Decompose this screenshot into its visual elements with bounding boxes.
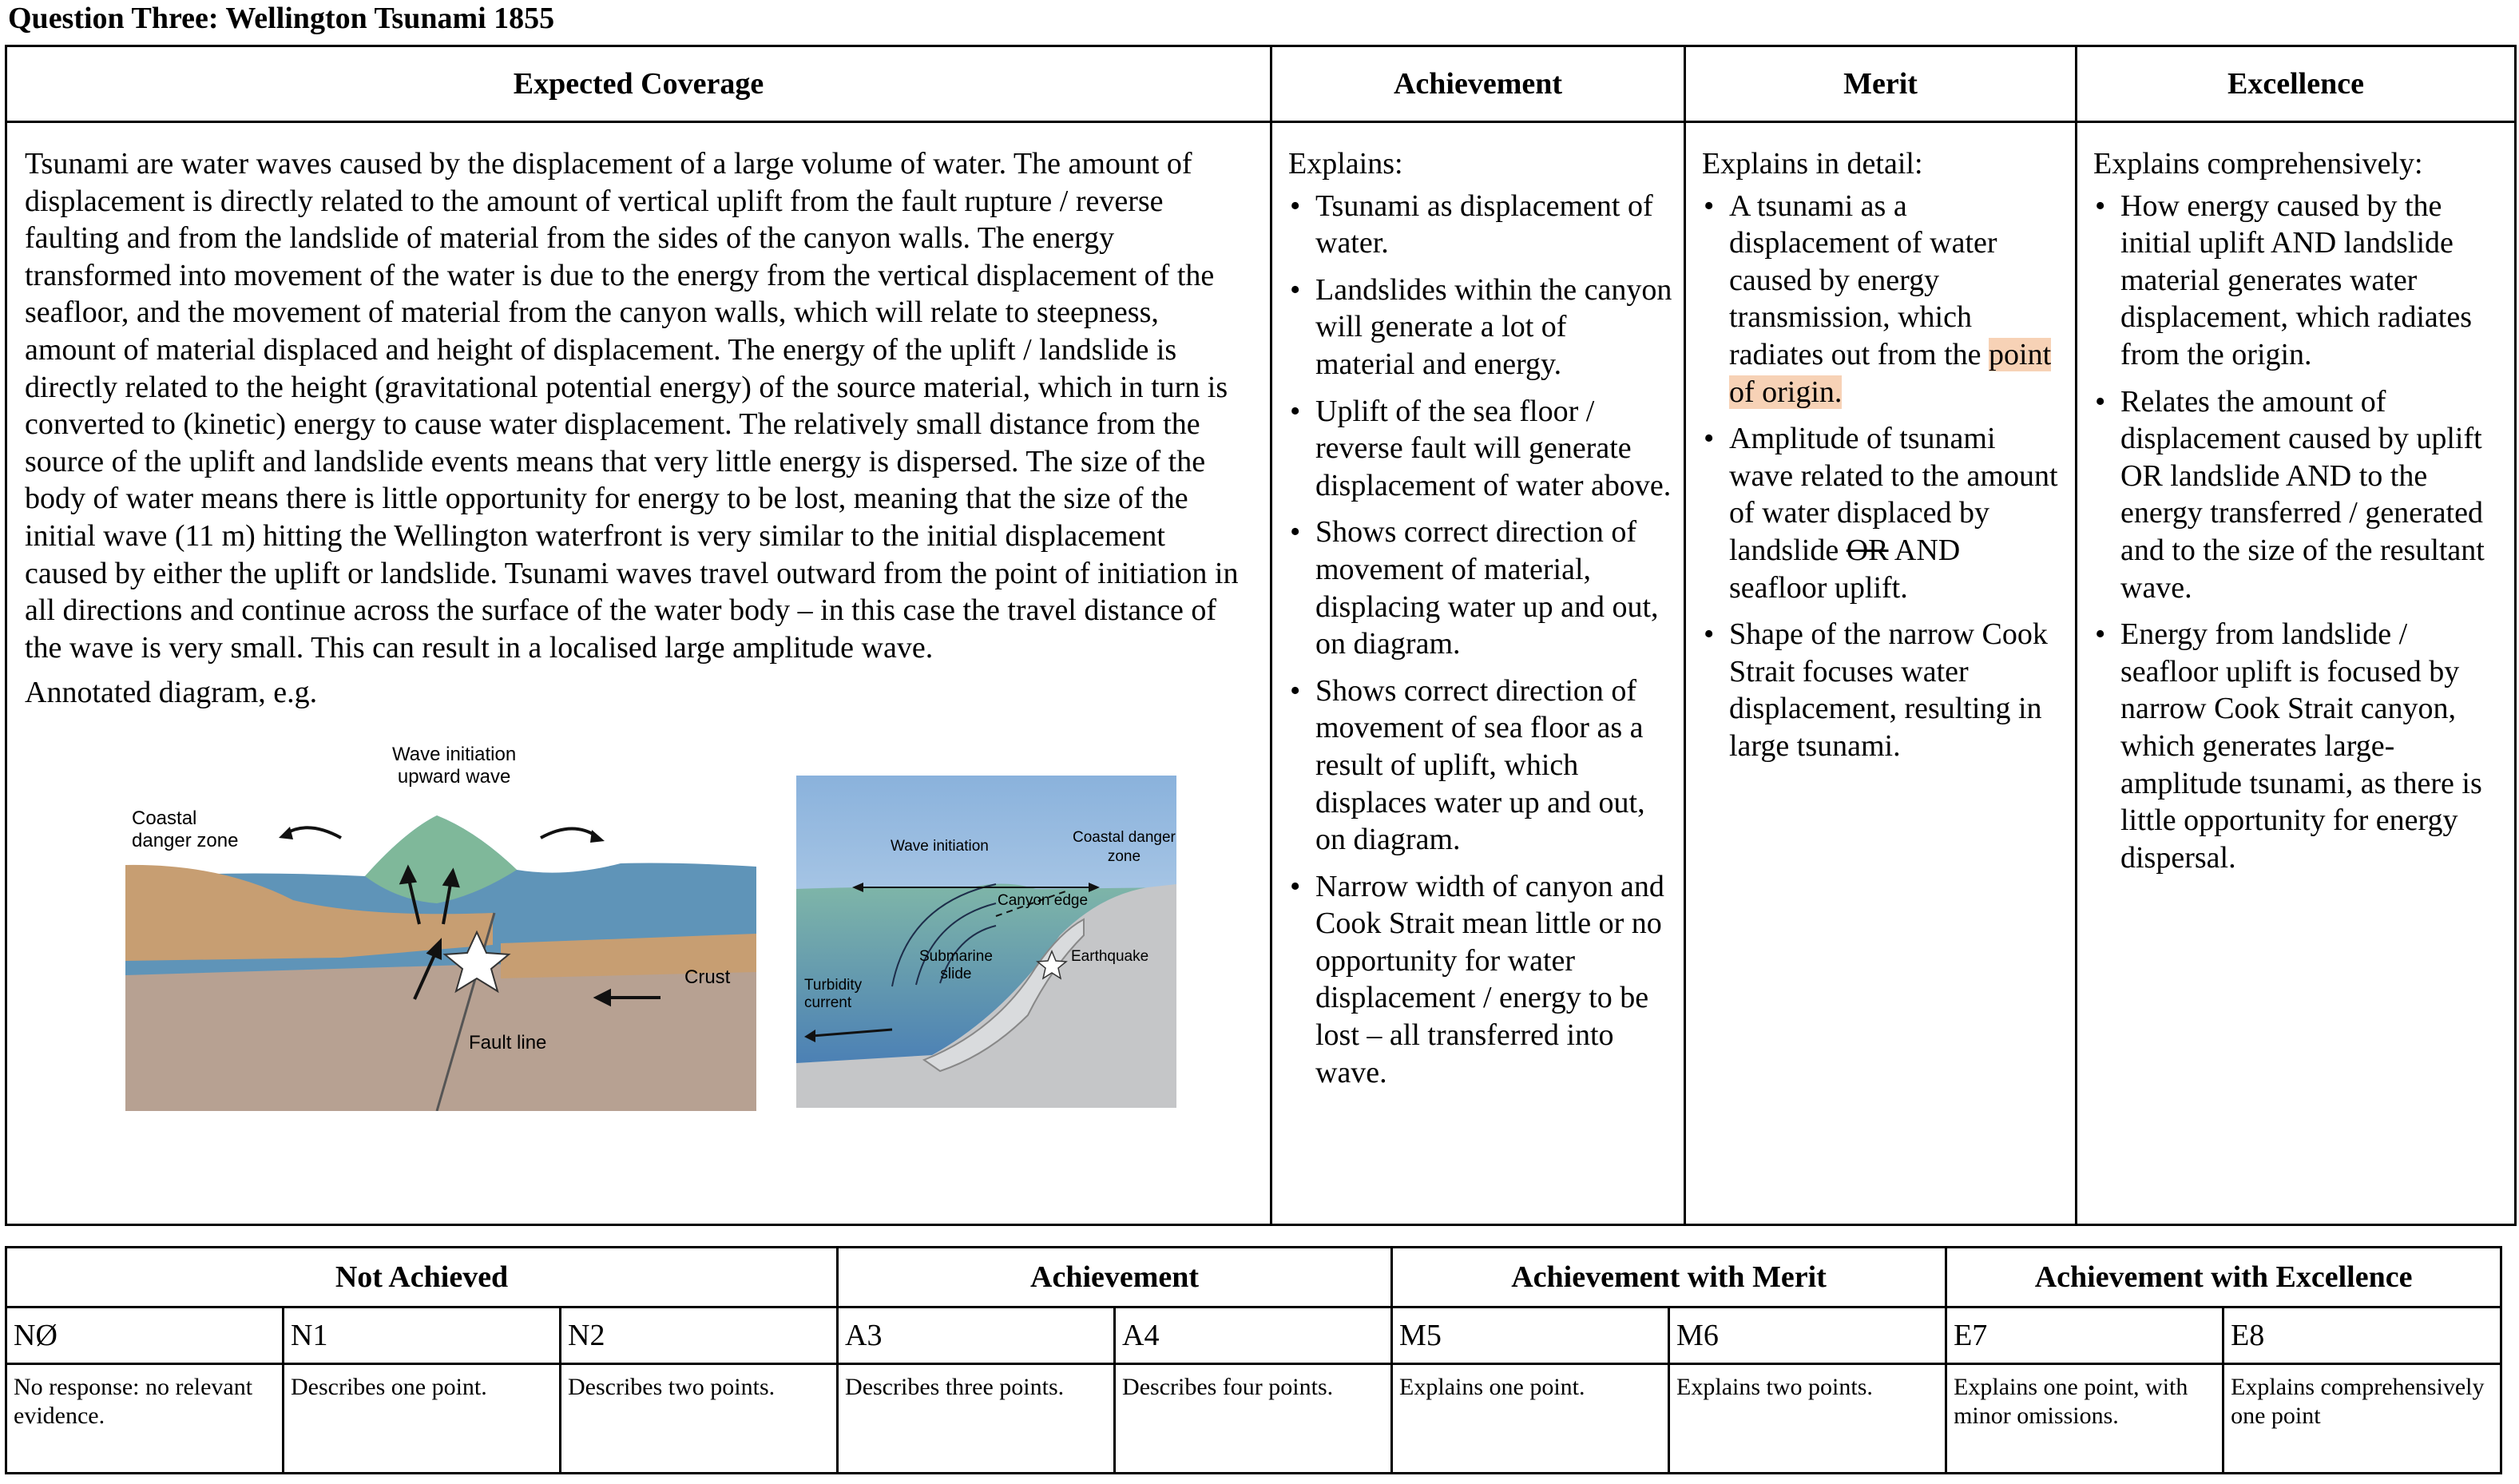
grade-description: Explains comprehensively one point — [2223, 1364, 2501, 1474]
merit-criterion — [1702, 420, 2064, 606]
label-wave-initiation-line2: upward wave — [397, 765, 511, 788]
excellence-criterion: • Relates the amount of displacement caused by uplift OR landslide AND to the energy transferred / generated and to the size of the resultant wave. — [2093, 383, 2503, 607]
annotated-diagram-label: Annotated diagram, e.g. — [25, 676, 318, 710]
grade-code: E7 — [1946, 1307, 2223, 1364]
grade-code: A3 — [838, 1307, 1115, 1364]
achievement-criterion: • Uplift of the sea floor / reverse fault will generate displacement of water above. — [1288, 393, 1672, 505]
label-turbidity-line1: Turbidity — [804, 976, 863, 994]
excellence-criteria-list — [2093, 188, 2503, 877]
diagrams-area — [25, 744, 1254, 1143]
label-coastal-danger-zone — [132, 807, 238, 852]
grade-code: A4 — [1115, 1307, 1392, 1364]
uplift-cross-section-diagram — [101, 744, 764, 1111]
grade-description: No response: no relevant evidence. — [6, 1364, 284, 1474]
excellence-criterion: • How energy caused by the initial uplift AND landslide material generates water displacement, which radiates from the origin. — [2093, 188, 2503, 374]
merit-struck-text: OR — [1846, 533, 1889, 567]
label-turbidity-line2: current — [804, 994, 852, 1011]
label-coastal-danger-zone-2 — [1073, 828, 1176, 867]
achievement-criterion: • Shows correct direction of movement of material, displacing water up and out, on diagram. — [1288, 514, 1672, 662]
achievement-criteria-list — [1288, 188, 1672, 1092]
grade-description: Explains one point, with minor omissions. — [1946, 1364, 2223, 1474]
header-achievement: Achievement — [1271, 46, 1685, 122]
merit-criterion — [1702, 188, 2064, 411]
header-merit: Merit — [1685, 46, 2077, 122]
merit-highlighted-text: point of origin. — [1729, 337, 2052, 409]
grade-header-achievement: Achievement — [838, 1248, 1392, 1307]
merit-intro: Explains in detail: — [1702, 147, 1923, 181]
expected-coverage-cell — [6, 122, 1271, 1225]
grade-description: Describes one point. — [284, 1364, 561, 1474]
label-fault-line: Fault line — [469, 1031, 547, 1053]
merit-criterion-2-end: AND seafloor uplift. — [1729, 533, 1961, 605]
merit-cell — [1685, 122, 2077, 1225]
label-coastal2-line1: Coastal danger — [1073, 828, 1176, 846]
achievement-criterion: • Landslides within the canyon will generate a lot of material and energy. — [1288, 272, 1672, 383]
grade-code: M5 — [1392, 1307, 1669, 1364]
label-earthquake: Earthquake — [1071, 947, 1149, 965]
label-turbidity-current — [804, 977, 862, 1012]
bedrock — [125, 964, 756, 1111]
label-wave-initiation — [392, 744, 516, 788]
grade-score-table — [5, 1246, 2502, 1474]
label-wave-initiation-line1: Wave initiation — [392, 743, 517, 765]
grade-description: Describes two points. — [561, 1364, 838, 1474]
merit-criteria-list — [1702, 188, 2064, 765]
grade-description: Describes three points. — [838, 1364, 1115, 1474]
grade-code: E8 — [2223, 1307, 2501, 1364]
grade-header-merit: Achievement with Merit — [1392, 1248, 1946, 1307]
label-crust: Crust — [684, 966, 731, 988]
header-expected-coverage: Expected Coverage — [6, 46, 1271, 122]
excellence-cell — [2077, 122, 2516, 1225]
achievement-intro: Explains: — [1288, 147, 1403, 181]
grade-description: Explains two points. — [1669, 1364, 1946, 1474]
grade-code: NØ — [6, 1307, 284, 1364]
grade-description: Describes four points. — [1115, 1364, 1392, 1474]
grade-header-not-achieved: Not Achieved — [6, 1248, 838, 1307]
achievement-criterion: • Tsunami as displacement of water. — [1288, 188, 1672, 262]
label-submarine-line2: slide — [940, 965, 972, 982]
label-submarine-line1: Submarine — [919, 947, 993, 965]
grade-header-excellence: Achievement with Excellence — [1946, 1248, 2501, 1307]
label-coastal-line1: Coastal — [132, 807, 197, 829]
merit-criterion: • Shape of the narrow Cook Strait focuses water displacement, resulting in large tsunami. — [1702, 616, 2064, 764]
grade-code: M6 — [1669, 1307, 1946, 1364]
label-coastal-line2: danger zone — [132, 829, 239, 851]
grade-code: N1 — [284, 1307, 561, 1364]
header-excellence: Excellence — [2077, 46, 2516, 122]
merit-criterion-2-text: Amplitude of tsunami wave related to the amount of water displaced by landslide — [1729, 422, 2058, 567]
marking-schedule-table — [5, 45, 2517, 1226]
achievement-criterion: • Narrow width of canyon and Cook Strait mean little or no opportunity for water displacement / energy to be lost – all transferred into wave. — [1288, 868, 1672, 1092]
label-canyon-edge: Canyon edge — [998, 891, 1089, 909]
expected-coverage-paragraph: Tsunami are water waves caused by the displacement of a large volume of water. The amount of displacement is directly related to the amount of vertical uplift from the fault rupture / reverse faulting and from the landslide of material from the sides of the canyon walls. The energy transformed into movement of the water is due to the energy from the vertical displacement of the seafloor, and the movement of material from the canyon walls, which will relate to steepness, amount of material displaced and height of displacement. The energy of the uplift / landslide is directly related to the height (gravitational potential energy) of the source material, which in turn is converted to (kinetic) energy to cause water displacement. The relatively small distance from the source of the uplift and landslide events means that very little energy is dispersed. The size of the body of water means there is little opportunity for energy to be lost, meaning that the size of the initial wave (11 m) hitting the Wellington waterfront is very similar to the initial displacement caused by either the uplift or landslide. Tsunami waves travel outward from the point of initiation in all directions and continue across the surface of the water body – in this case the travel distance of the wave is very small. This can result in a localised large amplitude wave. — [25, 147, 1239, 665]
merit-criterion-1-text: A tsunami as a displacement of water caused by energy transmission, which radiates out from the — [1729, 188, 1997, 371]
grade-description: Explains one point. — [1392, 1364, 1669, 1474]
achievement-cell — [1271, 122, 1685, 1225]
excellence-intro: Explains comprehensively: — [2093, 147, 2423, 181]
achievement-criterion: • Shows correct direction of movement of sea floor as a result of uplift, which displaces water up and out, on diagram. — [1288, 673, 1672, 859]
label-wave-initiation-2: Wave initiation — [891, 837, 989, 855]
excellence-criterion: • Energy from landslide / seafloor uplift is focused by narrow Cook Strait canyon, which generates large-amplitude tsunami, as there is little opportunity for energy dispersal. — [2093, 616, 2503, 876]
label-submarine-slide — [919, 948, 993, 983]
page-title: Question Three: Wellington Tsunami 1855 — [8, 2, 555, 35]
grade-code: N2 — [561, 1307, 838, 1364]
label-coastal2-line2: zone — [1107, 847, 1141, 865]
